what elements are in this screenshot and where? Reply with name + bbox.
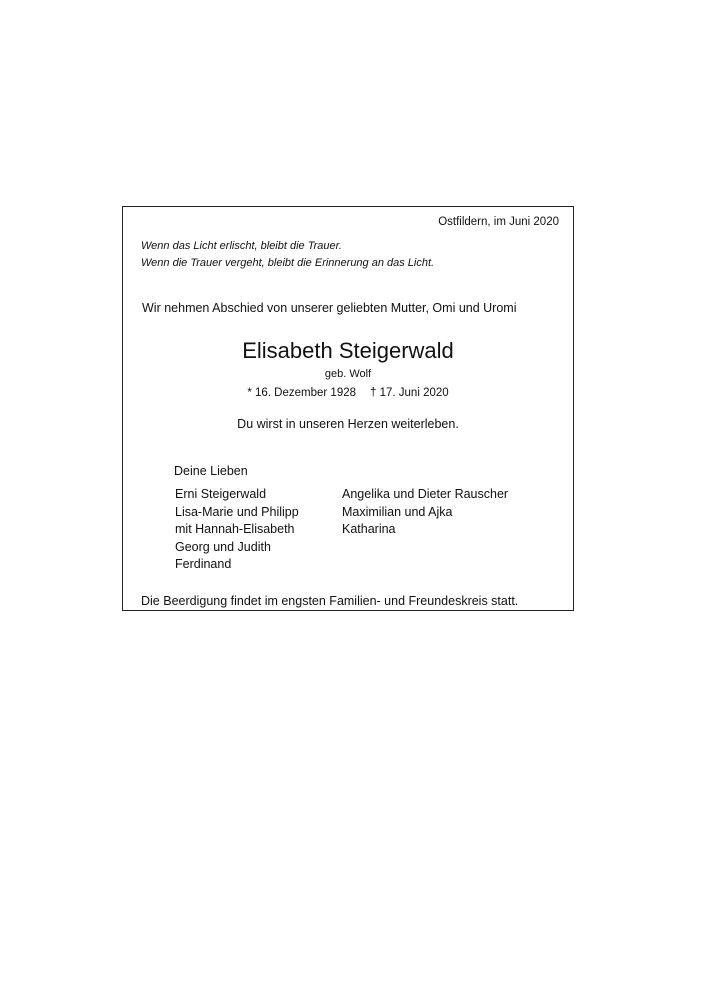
mourners-column-2	[342, 486, 508, 539]
mourner-name: Ferdinand	[175, 557, 232, 571]
memorial-wish: Du wirst in unseren Herzen weiterleben.	[237, 417, 459, 431]
mourner-name: mit Hannah-Elisabeth	[175, 522, 295, 536]
mourners-column-1	[175, 486, 299, 574]
mourner-name: Katharina	[342, 522, 396, 536]
mourner-name: Lisa-Marie und Philipp	[175, 504, 299, 519]
deceased-name: Elisabeth Steigerwald	[242, 338, 454, 363]
place-date: Ostfildern, im Juni 2020	[438, 216, 559, 228]
mourner-name: Angelika und Dieter Rauscher	[342, 487, 509, 501]
mourner-name: Georg und Judith	[175, 539, 271, 554]
birth-name: geb. Wolf	[324, 368, 372, 380]
mourner-name: Maximilian und Ajka	[342, 504, 453, 519]
obituary-notice	[122, 206, 574, 611]
birth-date: * 16. Dezember 1928	[247, 387, 357, 399]
quote-line-1: Wenn das Licht erlischt, bleibt die Trauer.	[141, 240, 342, 252]
intro-text: Wir nehmen Abschied von unserer geliebten Mutter, Omi und Uromi	[142, 301, 517, 315]
mourners-heading: Deine Lieben	[174, 464, 248, 478]
funeral-note: Die Beerdigung findet im engsten Familien- und Freundeskreis statt.	[141, 594, 519, 608]
death-date: † 17. Juni 2020	[370, 387, 449, 399]
quote-line-2: Wenn die Trauer vergeht, bleibt die Erinnerung an das Licht.	[141, 257, 435, 269]
life-dates	[123, 387, 573, 399]
mourner-name: Erni Steigerwald	[175, 487, 267, 501]
